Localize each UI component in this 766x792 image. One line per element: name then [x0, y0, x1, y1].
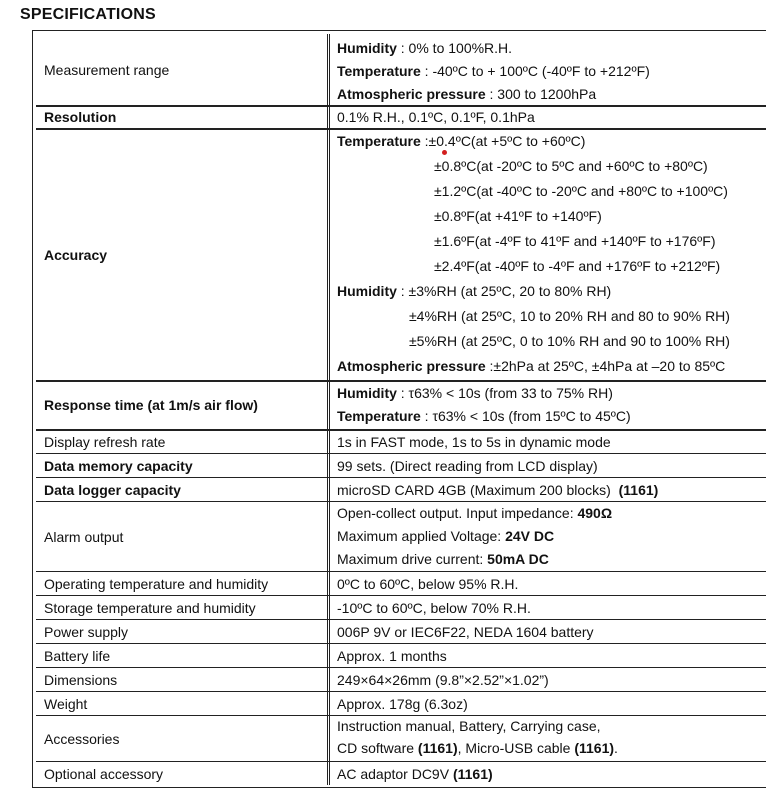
- row-label: Operating temperature and humidity: [36, 572, 328, 595]
- model-code: (1161): [417, 740, 458, 756]
- row-value: 0ºC to 60ºC, below 95% R.H.: [337, 575, 519, 592]
- row-label: Power supply: [36, 620, 328, 643]
- row-value: 249×64×26mm (9.8”×2.52”×1.02”): [337, 671, 549, 688]
- table-row: [36, 620, 766, 644]
- value-humidity: : 0% to 100%R.H.: [396, 40, 513, 56]
- value-atmospheric-pressure: :±2hPa at 25ºC, ±4hPa at –20 to 85ºC: [485, 358, 726, 374]
- row-label: Alarm output: [36, 502, 328, 571]
- label-humidity: Humidity: [337, 40, 397, 56]
- row-label: Resolution: [36, 106, 328, 128]
- table-row: [36, 716, 766, 762]
- value-atmospheric-pressure: : 300 to 1200hPa: [485, 86, 597, 102]
- value-temperature: ±2.4ºF(at -40ºF to -4ºF and +176ºF to +212ºF): [434, 258, 721, 274]
- row-label: Battery life: [36, 644, 328, 667]
- row-value: AC adaptor DC9V (1161): [337, 765, 493, 782]
- value-humidity: ±4%RH (at 25ºC, 10 to 20% RH and 80 to 90% RH): [409, 308, 730, 324]
- model-code: (1161): [574, 740, 615, 756]
- row-label: Dimensions: [36, 668, 328, 691]
- value-temperature: ±1.2ºC(at -40ºC to -20ºC and +80ºC to +100ºC): [434, 183, 728, 199]
- value-temperature: ±0.8ºC(at -20ºC to 5ºC and +60ºC to +80ºC): [434, 158, 708, 174]
- table-row: [36, 34, 766, 107]
- row-value: microSD CARD 4GB (Maximum 200 blocks) (1161): [337, 481, 659, 498]
- row-label: Weight: [36, 692, 328, 715]
- row-value: 99 sets. (Direct reading from LCD display): [337, 457, 598, 474]
- row-label: Data memory capacity: [36, 454, 328, 477]
- row-label: Storage temperature and humidity: [36, 596, 328, 619]
- row-value: [329, 34, 766, 105]
- row-label: Accessories: [36, 716, 328, 761]
- table-row: [36, 106, 766, 130]
- label-temperature: Temperature: [337, 133, 421, 149]
- model-code: (1161): [452, 765, 493, 782]
- value-temperature: : -40ºC to + 100ºC (-40ºF to +212ºF): [420, 63, 650, 79]
- row-value: 006P 9V or IEC6F22, NEDA 1604 battery: [337, 623, 594, 640]
- value-humidity: : ±3%RH (at 25ºC, 20 to 80% RH): [396, 283, 612, 299]
- table-row: [36, 692, 766, 716]
- row-label: Measurement range: [36, 34, 328, 105]
- label-temperature: Temperature: [337, 63, 421, 79]
- table-row: [36, 478, 766, 502]
- row-value: 1s in FAST mode, 1s to 5s in dynamic mode: [337, 433, 611, 450]
- row-value: Approx. 1 months: [337, 647, 447, 664]
- value-temperature: : τ63% < 10s (from 15ºC to 45ºC): [420, 408, 631, 424]
- value-humidity: : τ63% < 10s (from 33 to 75% RH): [396, 385, 613, 401]
- table-row: [36, 572, 766, 596]
- value-temperature: ±1.6ºF(at -4ºF to 41ºF and +140ºF to +176ºF): [434, 233, 716, 249]
- table-row: [36, 762, 766, 785]
- table-row: [36, 430, 766, 454]
- row-value: Open-collect output. Input impedance: 490Ω Maximum applied Voltage: 24V DC Maximum drive current: 50mA DC: [329, 502, 766, 571]
- table-row: [36, 596, 766, 620]
- marker-dot: [442, 150, 447, 155]
- row-value: -10ºC to 60ºC, below 70% R.H.: [337, 599, 531, 616]
- table-row: [36, 644, 766, 668]
- label-humidity: Humidity: [337, 283, 397, 299]
- row-label: Accuracy: [36, 129, 328, 380]
- label-temperature: Temperature: [337, 408, 421, 424]
- value-humidity: ±5%RH (at 25ºC, 0 to 10% RH and 90 to 100% RH): [409, 333, 730, 349]
- row-value: [329, 129, 766, 380]
- current-value: 50mA DC: [487, 551, 549, 567]
- table-row: [36, 381, 766, 431]
- row-label: Response time (at 1m/s air flow): [36, 381, 328, 429]
- row-label: Display refresh rate: [36, 430, 328, 453]
- impedance-value: 490Ω: [577, 505, 613, 521]
- voltage-value: 24V DC: [505, 528, 555, 544]
- row-value: 0.1% R.H., 0.1ºC, 0.1ºF, 0.1hPa: [337, 109, 535, 125]
- value-temperature: ±0.8ºF(at +41ºF to +140ºF): [434, 208, 602, 224]
- row-label: Data logger capacity: [36, 478, 328, 501]
- row-value: Instruction manual, Battery, Carrying case, CD software (1161), Micro-USB cable (1161).: [329, 716, 766, 761]
- table-row: [36, 129, 766, 382]
- row-label: Optional accessory: [36, 762, 328, 785]
- table-row: [36, 454, 766, 478]
- row-value: Approx. 178g (6.3oz): [337, 695, 468, 712]
- table-row: [36, 668, 766, 692]
- label-atmospheric-pressure: Atmospheric pressure: [337, 358, 486, 374]
- spec-table: [32, 30, 766, 788]
- row-value: [329, 381, 766, 429]
- page-title: SPECIFICATIONS: [20, 6, 156, 23]
- label-humidity: Humidity: [337, 385, 397, 401]
- value-temperature: :±0.4ºC(at +5ºC to +60ºC): [420, 133, 586, 149]
- label-atmospheric-pressure: Atmospheric pressure: [337, 86, 486, 102]
- model-code: (1161): [618, 481, 659, 498]
- table-row: [36, 502, 766, 572]
